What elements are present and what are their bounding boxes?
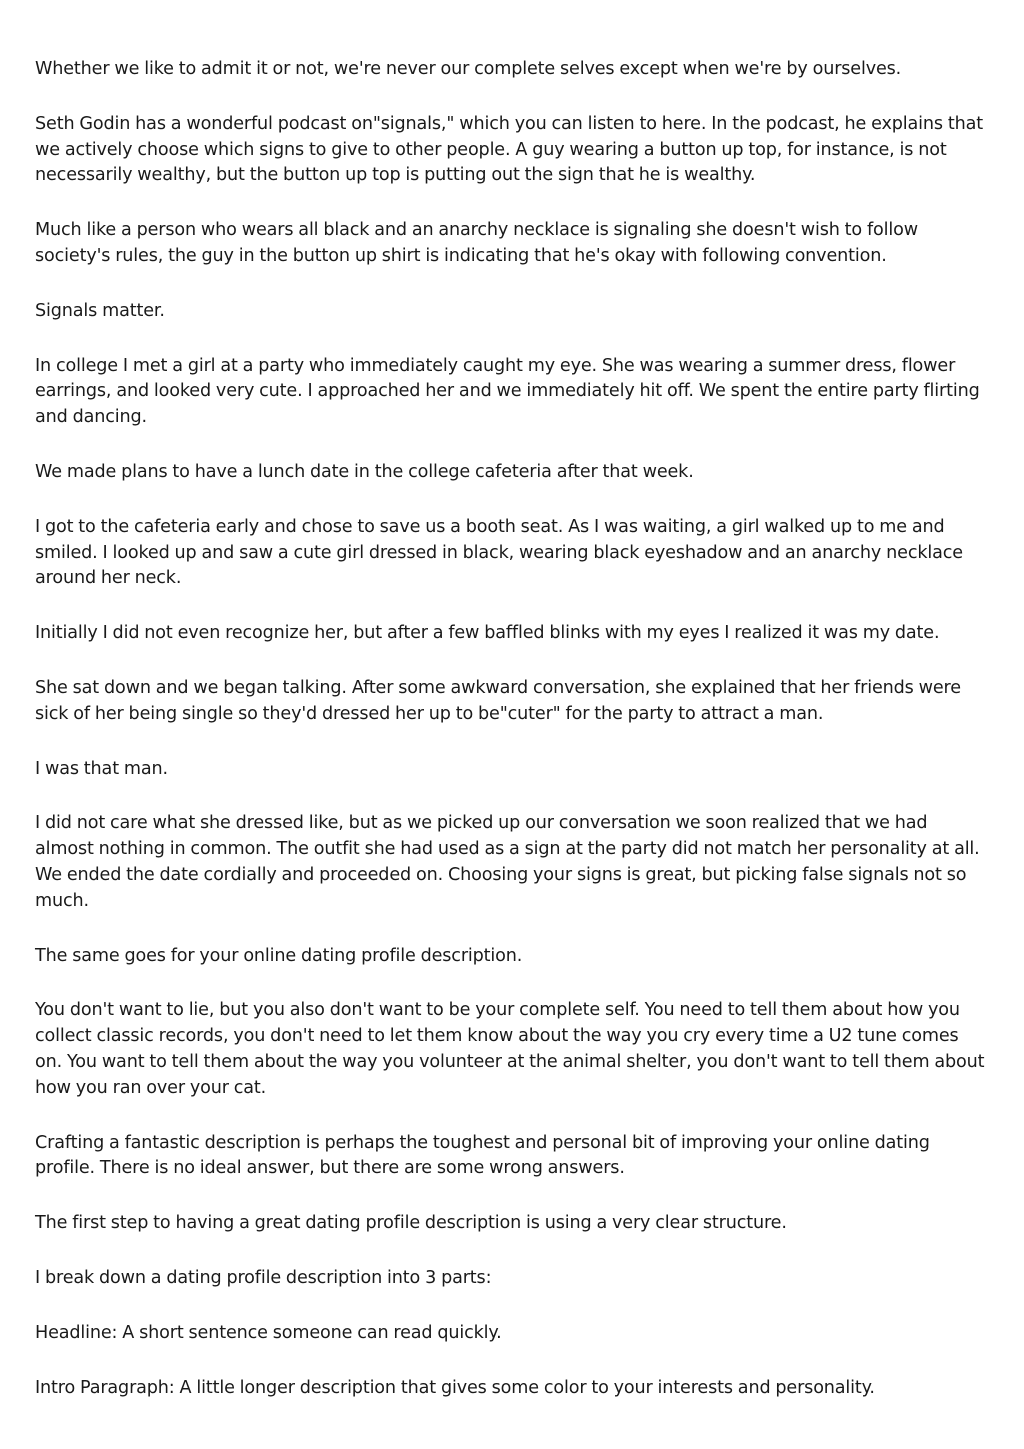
paragraph-7: I got to the cafeteria early and chose to save us a booth seat. As I was waiting, a girl walked up to me and smiled. I looked up and saw a cute girl dressed in black, wearing black eyeshadow and an anarchy necklace around her neck. bbox=[35, 516, 963, 589]
paragraph-1: Whether we like to admit it or not, we're never our complete selves except when we're by ourselves. bbox=[35, 59, 902, 79]
paragraph-6: We made plans to have a lunch date in the college cafeteria after that week. bbox=[35, 461, 694, 482]
paragraph-12: The same goes for your online dating profile description. bbox=[35, 945, 523, 966]
paragraph-16: I break down a dating profile description into 3 parts: bbox=[35, 1267, 492, 1288]
paragraph-3: Much like a person who wears all black and an anarchy necklace is signaling she doesn't wish to follow society's rules, the guy in the button up shirt is indicating that he's okay with following convention. bbox=[35, 220, 918, 266]
paragraph-9: She sat down and we began talking. After some awkward conversation, she explained that her friends were sick of her being single so they'd dressed her up to be"cuter" for the party to attract a man. bbox=[35, 677, 961, 724]
paragraph-15: The first step to having a great dating profile description is using a very clear structure. bbox=[35, 1213, 787, 1234]
paragraph-4: Signals matter. bbox=[35, 300, 165, 321]
paragraph-10: I was that man. bbox=[35, 758, 168, 779]
paragraph-13: You don't want to lie, but you also don't want to be your complete self. You need to tell them about how you collect classic records, you don't need to let them know about the way you cry every time a U2 tune comes on. You want to tell them about the way you volunteer at the animal shelter, you don't want to tell them about how you ran over your cat. bbox=[35, 1000, 985, 1098]
paragraph-18: Intro Paragraph: A little longer description that gives some color to your interests and personality. bbox=[35, 1377, 875, 1398]
paragraph-14: Crafting a fantastic description is perhaps the toughest and personal bit of improving your online dating profile. There is no ideal answer, but there are some wrong answers. bbox=[35, 1132, 930, 1179]
paragraph-8: Initially I did not even recognize her, but after a few baffled blinks with my eyes I realized it was my date. bbox=[35, 623, 940, 644]
paragraph-11: I did not care what she dressed like, but as we picked up our conversation we soon realized that we had almost nothing in common. The outfit she had used as a sign at the party did not match her personality at all. We ended the date cordially and proceeded on. Choosing your signs is great, but picking false signals not so much. bbox=[35, 813, 980, 911]
paragraph-5: In college I met a girl at a party who immediately caught my eye. She was wearing a summer dress, flower earrings, and looked very cute. I approached her and we immediately hit off. We spent the entire party flirting and dancing. bbox=[35, 355, 980, 428]
paragraph-17: Headline: A short sentence someone can read quickly. bbox=[35, 1322, 502, 1343]
paragraph-2: Seth Godin has a wonderful podcast on"signals," which you can listen to here. In the podcast, he explains that we actively choose which signs to give to other people. A guy wearing a button up top, for instance, is not necessarily wealthy, but the button up top is putting out the sign that he is wealthy. bbox=[35, 113, 983, 186]
